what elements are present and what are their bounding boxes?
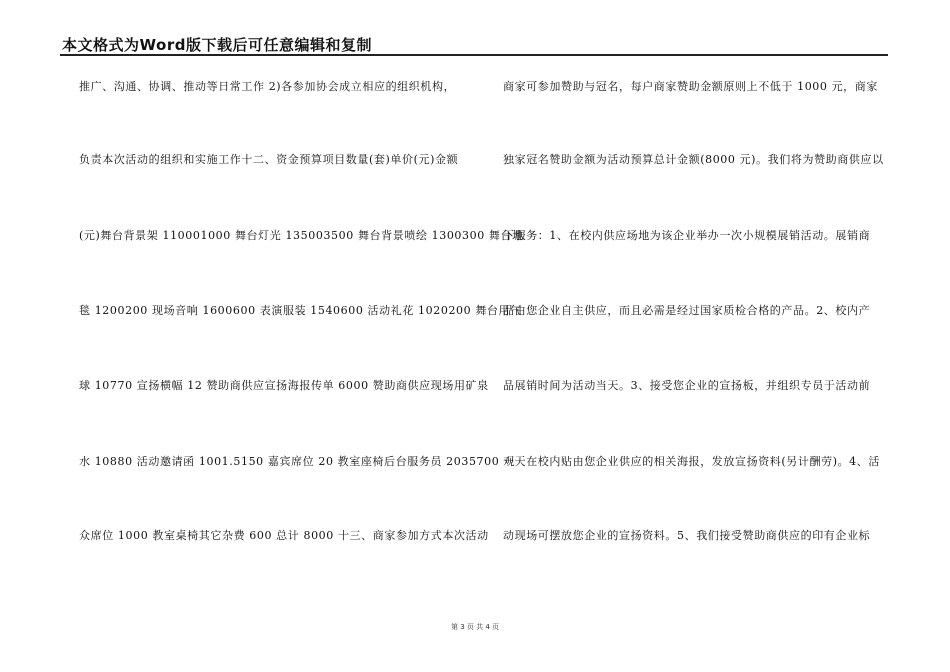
- left-line-1: 推广、沟通、协调、推动等日常工作 2)各参加协会成立相应的组织机构，: [79, 80, 456, 93]
- right-line-7: 动现场可摆放您企业的宣扬资料。5、我们接受赞助商供应的印有企业标: [503, 529, 871, 542]
- right-line-1: 商家可参加赞助与冠名，每户商家赞助金额原则上不低于 1000 元，商家: [503, 80, 878, 93]
- right-line-5: 品展销时间为活动当天。3、接受您企业的宣扬板，并组织专员于活动前: [503, 379, 871, 392]
- right-line-6: 一天在校内贴由您企业供应的相关海报，发放宣扬资料(另计酬劳)。4、活: [503, 455, 880, 468]
- document-header-title: 本文格式为Word版下载后可任意编辑和复制: [62, 36, 372, 54]
- left-line-3: (元)舞台背景架 110001000 舞台灯光 135003500 舞台背景喷绘 1300300 舞台地: [79, 229, 524, 242]
- left-line-5: 球 10770 宣扬横幅 12 赞助商供应宣扬海报传单 6000 赞助商供应现场用矿泉: [79, 379, 489, 392]
- left-line-6: 水 10880 活动邀请函 1001.5150 嘉宾席位 20 教室座椅后台服务员 2035700 观: [79, 455, 516, 468]
- right-line-4: 品由您企业自主供应，而且必需是经过国家质检合格的产品。2、校内产: [503, 304, 871, 317]
- right-line-3: 下服务：1、在校内供应场地为该企业举办一次小规模展销活动。展销商: [503, 229, 871, 242]
- left-line-2: 负责本次活动的组织和实施工作十二、资金预算项目数量(套)单价(元)金额: [79, 153, 459, 166]
- left-line-7: 众席位 1000 教室桌椅其它杂费 600 总计 8000 十三、商家参加方式本次活动: [79, 529, 489, 542]
- header-divider: [60, 54, 888, 56]
- left-line-4: 毯 1200200 现场音响 1600600 表演服装 1540600 活动礼花 1020200 舞台用气: [79, 304, 522, 317]
- page-number-footer: 第 3 页 共 4 页: [450, 623, 500, 631]
- right-line-2: 独家冠名赞助金额为活动预算总计金额(8000 元)。我们将为赞助商供应以: [503, 153, 884, 166]
